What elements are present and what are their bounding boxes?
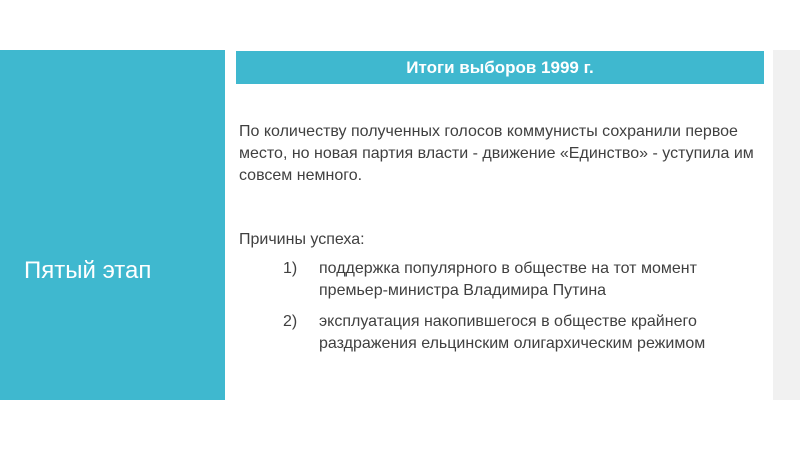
list-item-text: поддержка популярного в обществе на тот момент премьер-министра Владимира Путина [319, 260, 697, 299]
list-item-text: эксплуатация накопившегося в обществе крайнего раздражения ельцинским олигархическим режимом [319, 313, 706, 352]
list-marker: 1) [283, 260, 298, 277]
reasons-list [239, 258, 769, 364]
list-item [239, 311, 769, 355]
slide-title: Итоги выборов 1999 г. [406, 58, 594, 77]
reasons-heading: Причины успеха: [239, 231, 365, 248]
left-accent-panel [0, 50, 225, 400]
title-bar [236, 51, 764, 84]
right-side-strip [773, 50, 800, 400]
summary-paragraph: По количеству полученных голосов коммунисты сохранили первое место, но новая партия власти - движение «Единство» - уступила им совсем немного. [239, 123, 754, 184]
list-item [239, 258, 769, 302]
section-title: Пятый этап [24, 257, 152, 284]
list-marker: 2) [283, 313, 298, 330]
